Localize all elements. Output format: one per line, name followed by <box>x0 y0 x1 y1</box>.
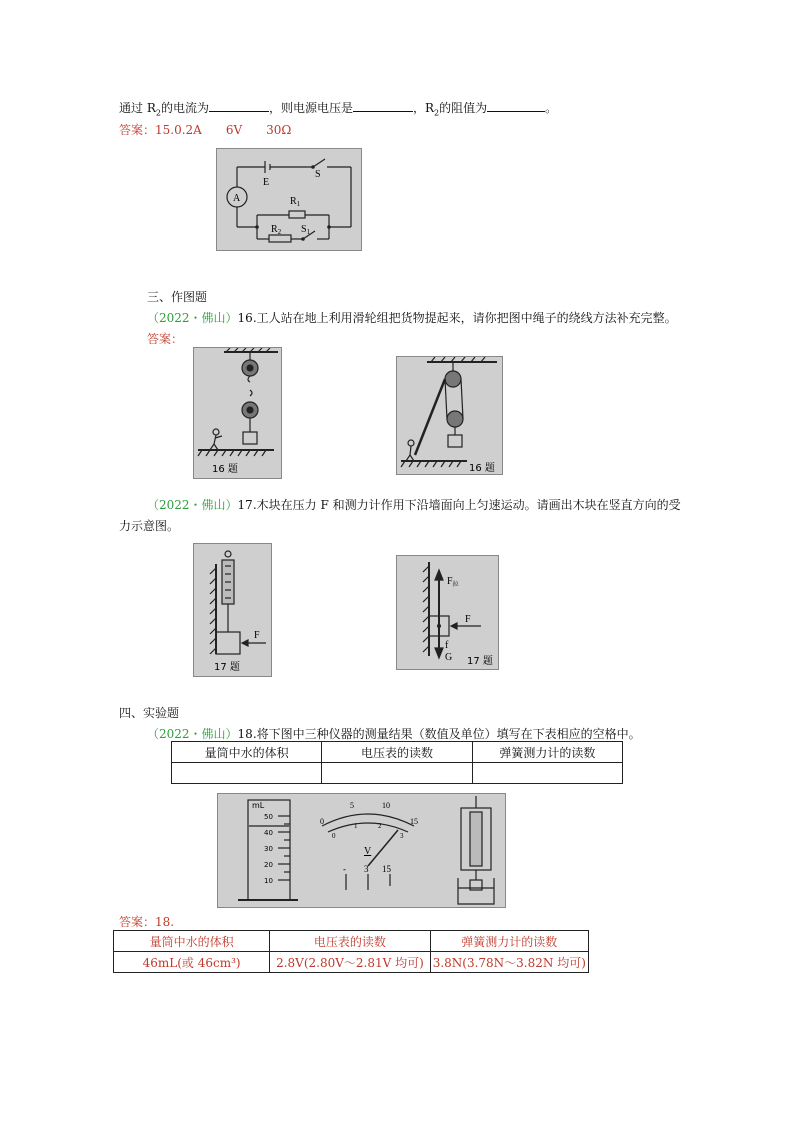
q18-answer-header-2: 电压表的读数 <box>270 931 430 952</box>
pulley-figure-question <box>193 347 282 479</box>
q17-source: （2022・佛山） <box>147 498 238 512</box>
q15-text-d: ，R <box>412 101 435 115</box>
cylinder-unit: mL <box>252 801 265 810</box>
r1-label: $R_1$ <box>290 196 301 208</box>
q17-right-F: F <box>465 614 471 625</box>
q17-question-line1 <box>147 496 681 513</box>
q18-question <box>147 725 641 742</box>
cylinder-tick-20: 20 <box>264 861 273 869</box>
volt-terminal-15: 15 <box>382 864 391 874</box>
spring-scale-figure-question <box>193 543 272 677</box>
volt-bottom-3: 3 <box>400 832 404 840</box>
q15-answer <box>119 121 291 138</box>
q17-question-line2: 力示意图。 <box>119 519 180 533</box>
section-4-title: 四、实验题 <box>119 706 180 720</box>
volt-top-5: 5 <box>350 801 354 810</box>
cylinder-tick-30: 30 <box>264 845 273 853</box>
q15-answer-label: 答案： <box>119 123 156 137</box>
q18-answer-value-1: 46mL(或 46cm³) <box>114 952 270 973</box>
q16-caption-right: 16 题 <box>469 463 495 474</box>
volt-symbol: V <box>364 846 372 857</box>
q18-header-3: 弹簧测力计的读数 <box>472 742 622 763</box>
q16-caption-left: 16 题 <box>212 464 238 475</box>
ammeter-label: A <box>233 193 241 204</box>
volt-terminal-minus: - <box>343 864 346 874</box>
volt-top-15: 15 <box>410 817 418 826</box>
q18-answer-header-1: 量筒中水的体积 <box>114 931 270 952</box>
pulley-figure-answer <box>396 356 503 475</box>
q18-answer-table <box>113 930 589 973</box>
q15-question-line <box>119 99 557 117</box>
q16-question <box>147 309 677 326</box>
q17-G: G <box>445 652 453 663</box>
volt-top-0: 0 <box>320 817 324 826</box>
q17-caption-right: 17 题 <box>467 656 493 667</box>
q18-header-1: 量筒中水的体积 <box>172 742 322 763</box>
q17-f: f <box>445 640 449 651</box>
q17-caption-left: 17 题 <box>214 662 240 673</box>
q15-text-c: ，则电源电压是 <box>268 101 353 115</box>
cylinder-tick-40: 40 <box>264 829 273 837</box>
q18-source: （2022・佛山） <box>147 727 238 741</box>
q18-answer-value-3: 3.8N(3.78N～3.82N 均可) <box>430 952 588 973</box>
q17-left-F: F <box>254 630 260 641</box>
q16-text: 16.工人站在地上利用滑轮组把货物提起来，请你把图中绳子的绕线方法补充完整。 <box>237 311 677 325</box>
q18-blank-1 <box>172 763 322 784</box>
q15-blank-current <box>209 99 269 112</box>
s1-label: $S_1$ <box>301 224 311 236</box>
q17-text1: 17.木块在压力 F 和测力计作用下沿墙面向上匀速运动。请画出木块在竖直方向的受 <box>237 498 681 512</box>
q15-blank-voltage <box>353 99 413 112</box>
q15-blank-resistance <box>487 99 545 112</box>
cylinder-tick-50: 50 <box>264 813 273 821</box>
q15-text-e: 的阻值为 <box>439 101 488 115</box>
volt-bottom-2: 2 <box>378 822 382 830</box>
q15-text-b: 的电流为 <box>160 101 209 115</box>
q18-answer-header-3: 弹簧测力计的读数 <box>430 931 588 952</box>
q16-answer-label: 答案： <box>147 332 184 346</box>
battery-label: E <box>263 177 270 188</box>
force-diagram-answer <box>396 555 499 670</box>
cylinder-tick-10: 10 <box>264 877 273 885</box>
q15-text-f: 。 <box>545 101 558 115</box>
switch-label: S <box>315 169 321 180</box>
q16-source: （2022・佛山） <box>147 311 238 325</box>
q15-sub-b: 2 <box>434 108 440 118</box>
volt-terminal-3: 3 <box>364 864 369 874</box>
r2-label: $R_2$ <box>271 224 282 236</box>
q18-blank-3 <box>472 763 622 784</box>
volt-bottom-0: 0 <box>332 832 336 840</box>
volt-bottom-1: 1 <box>354 822 358 830</box>
circuit-diagram <box>216 148 362 251</box>
q18-blank-2 <box>322 763 472 784</box>
q15-answer-value: 15.0.2A 6V 30Ω <box>155 123 292 137</box>
q18-answer-value-2: 2.8V(2.80V～2.81V 均可) <box>270 952 430 973</box>
q18-header-2: 电压表的读数 <box>322 742 472 763</box>
instruments-figure <box>217 793 506 908</box>
q15-text-a: 通过 R <box>119 101 156 115</box>
q17-Fpull: $F_拉$ <box>447 576 459 588</box>
q18-text: 18.将下图中三种仪器的测量结果（数值及单位）填写在下表相应的空格中。 <box>237 727 641 741</box>
q15-sub-a: 2 <box>155 108 161 118</box>
q18-blank-table <box>171 741 623 784</box>
q18-answer-label: 答案：18. <box>119 915 175 929</box>
volt-top-10: 10 <box>382 801 390 810</box>
section-3-title: 三、作图题 <box>147 290 208 304</box>
